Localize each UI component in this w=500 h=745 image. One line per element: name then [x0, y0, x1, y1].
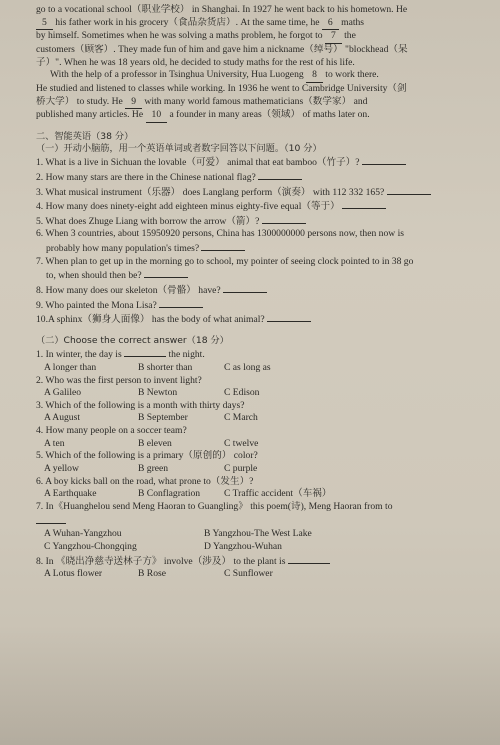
blank-9[interactable]: 9: [125, 96, 142, 110]
part1-question: 3. What musical instrument（乐器） does Langlang perform（演奏） with 112 332 165?: [36, 185, 472, 200]
mc-question: 7. In《Huanghelou send Meng Haoran to Guangling》 this poem(诗), Meng Haoran from to: [36, 501, 393, 513]
option-a[interactable]: A Earthquake: [44, 488, 97, 500]
mc-options: [36, 463, 472, 476]
part1-question: 6. When 3 countries, about 15950920 persons, China has 1300000000 persons now, then now is: [36, 228, 404, 240]
part1-question: 10.A sphinx（狮身人面像） has the body of what animal?: [36, 312, 472, 327]
photo-shadow: [0, 625, 500, 745]
answer-blank[interactable]: [258, 170, 302, 180]
answer-blank[interactable]: [262, 214, 306, 224]
mc-options: [36, 541, 472, 554]
option-c[interactable]: C purple: [224, 463, 258, 475]
mc-options: [36, 362, 472, 375]
option-a[interactable]: A August: [44, 412, 80, 424]
mc-options: [36, 387, 472, 400]
part1-question: 4. How many does ninety-eight add eighteen minus eighty-five equal（等于）: [36, 199, 472, 214]
part1-question: 1. What is a live in Sichuan the lovable（可爱） animal that eat bamboo（竹子）?: [36, 155, 472, 170]
reading-line-5: 子）". When he was 18 years old, he decided to study maths for the rest of his life.: [36, 56, 355, 68]
option-b[interactable]: B shorter than: [138, 361, 193, 373]
reading-line-1: go to a vocational school（职业学校） in Shanghai. In 1927 he went back to his hometown. He: [36, 4, 408, 15]
part1-question-cont: probably how many population's times?: [36, 241, 472, 256]
part1-title: （一）开动小脑筋，用一个英语单词或者数字回答以下问题。（10 分）: [36, 143, 322, 155]
option-a[interactable]: A Wuhan-Yangzhou: [44, 528, 122, 540]
mc-options: [36, 528, 472, 541]
reading-line-7: He studied and listened to classes while working. In 1936 he went to Cambridge University（剑: [36, 82, 407, 94]
reading-line-9: published many articles. He 10 a founder in many areas（领域） of maths later on.: [36, 109, 472, 123]
answer-blank[interactable]: [159, 298, 203, 308]
option-c[interactable]: C as long as: [224, 361, 271, 373]
mc-question: 3. Which of the following is a month with thirty days?: [36, 399, 245, 411]
option-b[interactable]: B Rose: [138, 568, 166, 580]
blank-10[interactable]: 10: [146, 109, 168, 123]
answer-blank[interactable]: [223, 283, 267, 293]
option-c[interactable]: C twelve: [224, 437, 259, 449]
reading-line-3: by himself. Sometimes when he was solving a maths problem, he forgot to 7 the: [36, 30, 472, 44]
part2-title: （二）Choose the correct answer（18 分）: [36, 335, 229, 347]
mc-question: 5. Which of the following is a primary（原创的） color?: [36, 450, 258, 462]
part1-question: 9. Who painted the Mona Lisa?: [36, 298, 472, 313]
part1-question: 2. How many stars are there in the Chinese national flag?: [36, 170, 472, 185]
answer-blank[interactable]: [267, 312, 311, 322]
option-c[interactable]: C Sunflower: [224, 568, 273, 580]
answer-blank[interactable]: [288, 554, 330, 564]
mc-options: [36, 438, 472, 451]
mc-question: 6. A boy kicks ball on the road, what prone to（发生）?: [36, 475, 254, 487]
mc-question: 8. In 《晓出净慈寺送林子方》 involve（涉及） to the plant is: [36, 554, 472, 569]
mc-options: [36, 568, 472, 581]
reading-line-4: customers（顾客）. They made fun of him and gave him a nickname（绰号） "blockhead（呆: [36, 43, 408, 55]
blank-5[interactable]: 5: [36, 17, 53, 31]
option-b[interactable]: B green: [138, 463, 169, 475]
answer-blank[interactable]: [201, 241, 245, 251]
blank-7[interactable]: 7: [325, 30, 342, 44]
option-d[interactable]: D Yangzhou-Wuhan: [204, 541, 282, 553]
part1-question: 7. When plan to get up in the morning go to school, my pointer of seeing clock pointed to in 38 go: [36, 255, 414, 267]
answer-blank[interactable]: [124, 347, 166, 357]
mc-question: 2. Who was the first person to invent light?: [36, 374, 202, 386]
option-c[interactable]: C Traffic accident（车祸）: [224, 488, 332, 500]
option-b[interactable]: B Conflagration: [138, 488, 201, 500]
option-a[interactable]: A ten: [44, 437, 65, 449]
option-a[interactable]: A Lotus flower: [44, 568, 103, 580]
option-c[interactable]: C Yangzhou-Chongqing: [44, 541, 137, 553]
answer-blank[interactable]: [342, 199, 386, 209]
option-a[interactable]: A yellow: [44, 463, 79, 475]
option-b[interactable]: B Newton: [138, 387, 178, 399]
part1-question-cont: to, when should then be?: [36, 268, 472, 283]
mc-question: 4. How many people on a soccer team?: [36, 425, 187, 437]
option-b[interactable]: B eleven: [138, 437, 172, 449]
mc-question: 1. In winter, the day is the night.: [36, 349, 205, 361]
mc-options: [36, 488, 472, 501]
option-b[interactable]: B Yangzhou-The West Lake: [204, 528, 312, 540]
reading-line-6: With the help of a professor in Tsinghua University, Hua Luogeng 8 to work there.: [36, 69, 472, 83]
mc-options: [36, 412, 472, 425]
option-b[interactable]: B September: [138, 412, 188, 424]
part1-question: 5. What does Zhuge Liang with borrow the arrow（箭）?: [36, 214, 472, 229]
option-a[interactable]: A longer than: [44, 361, 97, 373]
option-c[interactable]: C March: [224, 412, 258, 424]
reading-line-8: 桥大学） to study. He 9 with many world famous mathematicians（数学家） and: [36, 96, 472, 110]
mc-answer-line: [36, 514, 472, 529]
answer-blank[interactable]: [362, 155, 406, 165]
reading-line-2: 5 his father work in his grocery（食品杂货店）. At the same time, he 6 maths: [36, 17, 472, 31]
answer-blank[interactable]: [387, 185, 431, 195]
answer-blank[interactable]: [36, 514, 66, 524]
answer-blank[interactable]: [144, 268, 188, 278]
part1-question: 8. How many does our skeleton（骨骼） have?: [36, 283, 472, 298]
option-a[interactable]: A Galileo: [44, 387, 82, 399]
blank-8[interactable]: 8: [306, 69, 323, 83]
section-title: 二、智能英语（38 分）: [36, 130, 134, 142]
option-c[interactable]: C Edison: [224, 387, 260, 399]
blank-6[interactable]: 6: [322, 17, 339, 31]
